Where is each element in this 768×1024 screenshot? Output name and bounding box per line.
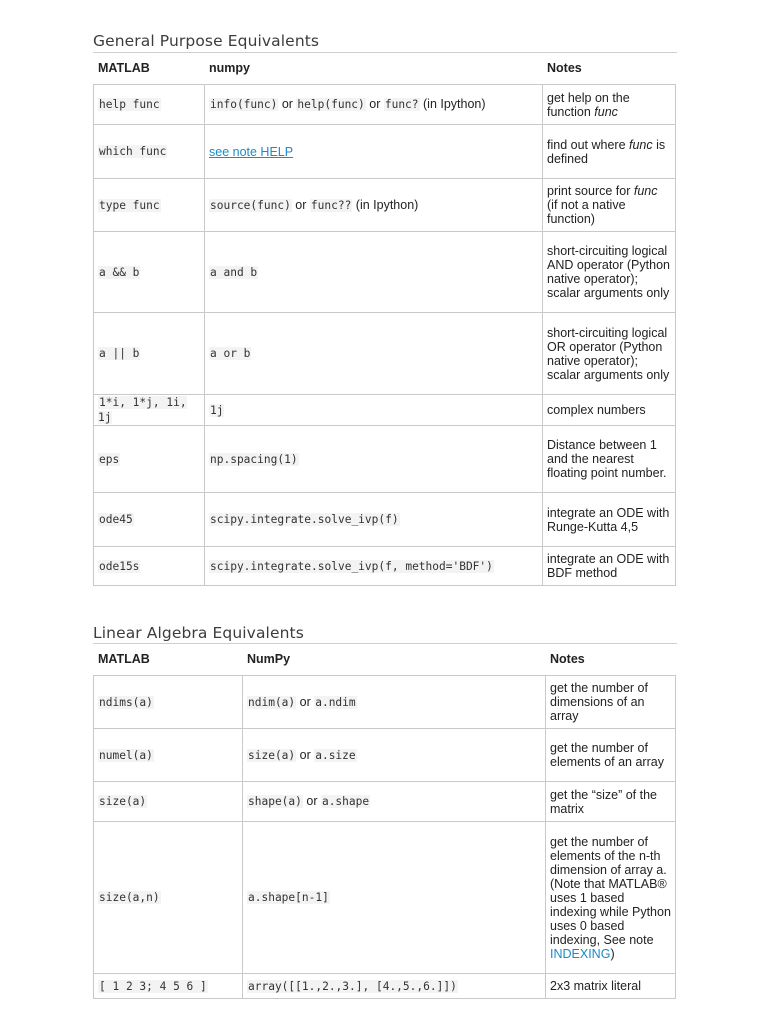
notes-cell: short-circuiting logical OR operator (Python native operator); scalar arguments only [543, 313, 676, 395]
table-row [94, 179, 676, 232]
table-row [94, 395, 676, 426]
section-title-linalg: Linear Algebra Equivalents [93, 624, 304, 642]
notes-cell: get the number of dimensions of an array [546, 676, 676, 729]
section-title-general: General Purpose Equivalents [93, 32, 320, 50]
table-row [94, 493, 676, 547]
matlab-cell: a || b [94, 313, 205, 395]
matlab-cell: [ 1 2 3; 4 5 6 ] [94, 974, 243, 999]
matlab-cell: type func [94, 179, 205, 232]
notes-cell: integrate an ODE with BDF method [543, 547, 676, 586]
notes-cell: short-circuiting logical AND operator (Python native operator); scalar arguments only [543, 232, 676, 313]
see-note-help-link[interactable]: see note HELP [209, 144, 294, 159]
matlab-cell: ode45 [94, 493, 205, 547]
numpy-cell: size(a) or a.size [243, 729, 546, 782]
notes-cell: print source for func (if not a native function) [543, 179, 676, 232]
table-row [94, 313, 676, 395]
matlab-cell: numel(a) [94, 729, 243, 782]
notes-cell: complex numbers [543, 395, 676, 426]
notes-cell: get help on the function func [543, 85, 676, 125]
matlab-cell: size(a) [94, 782, 243, 822]
numpy-cell [205, 125, 543, 179]
numpy-cell: a.shape[n-1] [243, 822, 546, 974]
notes-cell: 2x3 matrix literal [546, 974, 676, 999]
table-row [94, 782, 676, 822]
header-numpy: NumPy [247, 652, 291, 666]
numpy-cell: ndim(a) or a.ndim [243, 676, 546, 729]
numpy-cell: np.spacing(1) [205, 426, 543, 493]
numpy-cell: source(func) or func?? (in Ipython) [205, 179, 543, 232]
table-row [94, 125, 676, 179]
table-row [94, 547, 676, 586]
numpy-cell: a and b [205, 232, 543, 313]
matlab-cell: a && b [94, 232, 205, 313]
matlab-cell: ndims(a) [94, 676, 243, 729]
numpy-cell: array([[1.,2.,3.], [4.,5.,6.]]) [243, 974, 546, 999]
numpy-cell: scipy.integrate.solve_ivp(f, method='BDF') [205, 547, 543, 586]
linalg-table [93, 675, 676, 999]
matlab-cell: which func [94, 125, 205, 179]
notes-cell: get the number of elements of the n-th dimension of array a. (Note that MATLAB® uses 1 based indexing while Python uses 0 based indexing, See note INDEXING) [546, 822, 676, 974]
header-matlab: MATLAB [98, 652, 150, 666]
table-row [94, 974, 676, 999]
header-notes: Notes [547, 61, 582, 75]
matlab-cell: help func [94, 85, 205, 125]
table-row [94, 232, 676, 313]
table-row [94, 729, 676, 782]
notes-cell: integrate an ODE with Runge-Kutta 4,5 [543, 493, 676, 547]
table-row [94, 426, 676, 493]
matlab-cell: size(a,n) [94, 822, 243, 974]
matlab-cell: eps [94, 426, 205, 493]
table-row [94, 822, 676, 974]
general-table [93, 84, 676, 586]
numpy-cell: scipy.integrate.solve_ivp(f) [205, 493, 543, 547]
notes-cell: get the number of elements of an array [546, 729, 676, 782]
table-row [94, 676, 676, 729]
notes-cell: find out where func is defined [543, 125, 676, 179]
section-rule [93, 643, 677, 644]
numpy-cell: shape(a) or a.shape [243, 782, 546, 822]
matlab-cell: ode15s [94, 547, 205, 586]
header-numpy: numpy [209, 61, 250, 75]
notes-cell: Distance between 1 and the nearest floating point number. [543, 426, 676, 493]
numpy-cell: a or b [205, 313, 543, 395]
header-matlab: MATLAB [98, 61, 150, 75]
header-notes: Notes [550, 652, 585, 666]
table-row [94, 85, 676, 125]
numpy-cell: info(func) or help(func) or func? (in Ipython) [205, 85, 543, 125]
matlab-cell: 1*i, 1*j, 1i, 1j [94, 395, 205, 426]
section-rule [93, 52, 677, 53]
numpy-cell: 1j [205, 395, 543, 426]
indexing-link[interactable]: INDEXING [550, 946, 611, 961]
notes-cell: get the “size” of the matrix [546, 782, 676, 822]
